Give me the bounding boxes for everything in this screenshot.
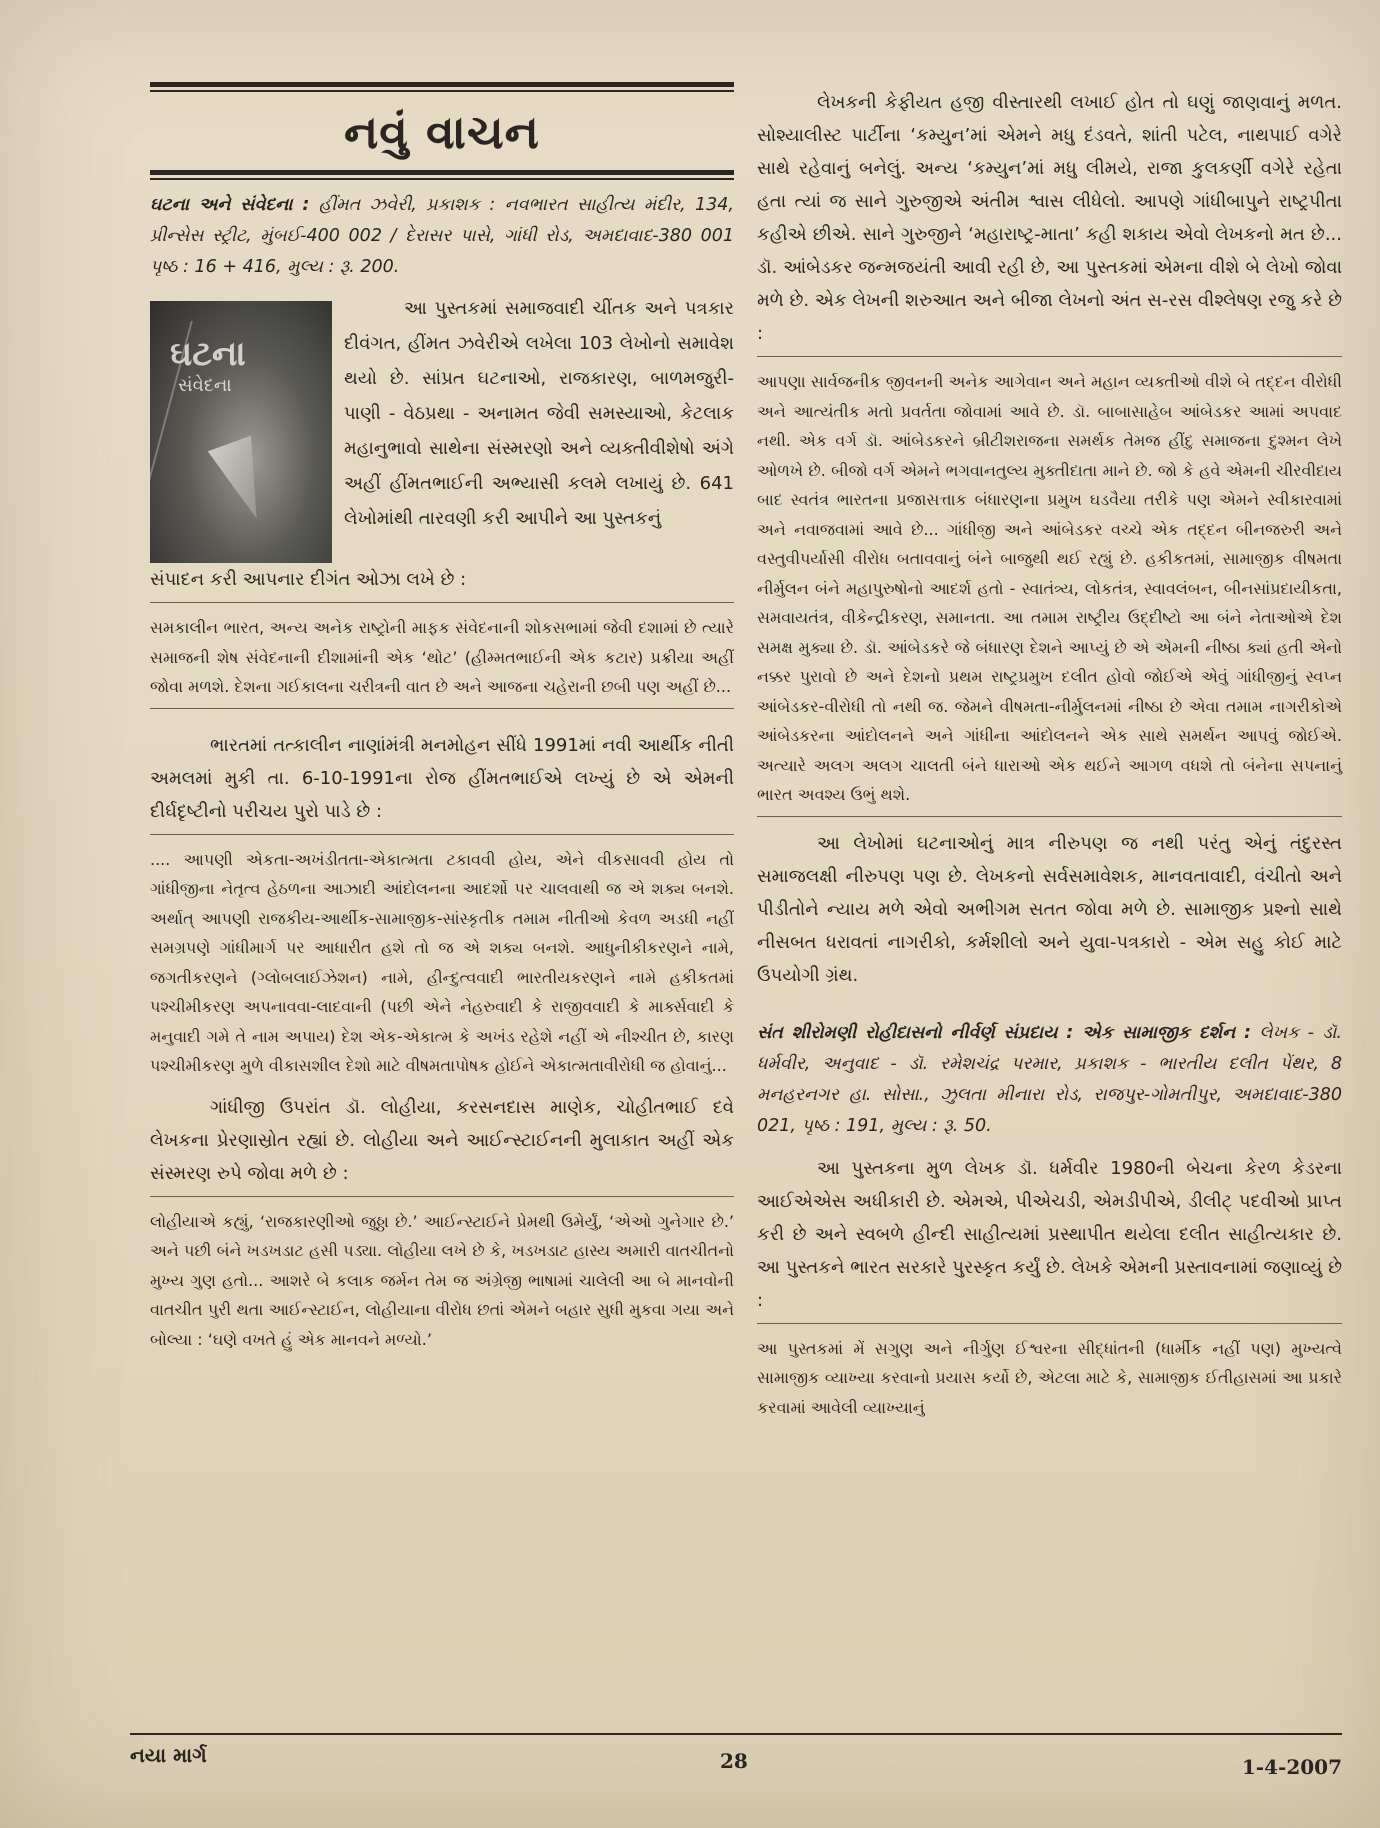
book1-right-paragraph-1: લેખકની કેફીયત હજી વીસ્તારથી લખાઈ હોત તો ઘણું જાણવાનું મળત. સોશ્યાલીસ્ટ પાર્ટીના ‘કમ્યુન’માં એમને મધુ દંડવતે, શાંતી પટેલ, નાથપાઈ વગેરે સાથે રહેવાનું બનેલું. અન્ય ‘કમ્યુન’માં મધુ લીમયે, રાજા કુલકર્ણી વગેરે રહેતા હતા ત્યાં જ સાને ગુરુજીએ અંતીમ શ્વાસ લીધેલો. આપણે ગાંધીબાપુને રાષ્ટ્રપીતા કહીએ છીએ. સાને ગુરુજીને ‘મહારાષ્ટ્ર-માતા’ કહી શકાય એવો લેખકનો મત છે... ડૉ. આંબેડકર જન્મજયંતી આવી રહી છે, આ પુસ્તકમાં એમના વીશે બે લેખો જોવા મળે છે. એક લેખની શરુઆત અને બીજા લેખનો અંત સ-રસ વીશ્લેષણ રજુ કરે છે : — [757, 92, 1342, 344]
book1-paragraph-3: ગાંધીજી ઉપરાંત ડૉ. લોહીયા, કરસનદાસ માણેક, ચોહીતભાઈ દવે લેખકના પ્રેરણાસ્રોત રહ્યાં છે. લોહીયા અને આઈન્સ્ટાઈનની મુલાકાત અહીં એક સંસ્મરણ રુપે જોવા મળે છે : — [150, 1096, 734, 1184]
divider — [150, 1196, 734, 1197]
issue-date: 1-4-2007 — [1241, 1755, 1342, 1779]
divider — [150, 708, 734, 709]
page-number: 28 — [720, 1749, 748, 1773]
right-column — [757, 86, 1342, 1422]
book2-bibliography — [757, 1018, 1342, 1142]
book1-quote-1: સમકાલીન ભારત, અન્ય અનેક રાષ્ટ્રોની માફક સંવેદનાની શોકસભામાં જેવી દશામાં છે ત્યારે સમાજની શેષ સંવેદનાની દીશામાંની એક ‘થોટ’ (હીમ્મતભાઈની એક કટાર) પ્રક્રીયા અહીં જોવા મળશે. દેશના ગઈકાલના ચરીત્રની વાત છે અને આજના ચહેરાની છબી પણ અહીં છે... — [150, 618, 734, 696]
book1-paragraph-2: ભારતમાં તત્કાલીન નાણાંમંત્રી મનમોહન સીંધે 1991માં નવી આર્થીક નીતી અમલમાં મુકી તા. 6-10-1991ના રોજ હીંમતભાઈએ લખ્યું છે એ એમની દીર્ઘદૃષ્ટીનો પરીચય પુરો પાડે છે : — [150, 734, 734, 822]
book2-quote-1: આ પુસ્તકમાં મેં સગુણ અને નીર્ગુણ ઈશ્વરના સીદ્ધાંતની (ધાર્મીક નહીં પણ) મુખ્યત્વે સામાજીક વ્યાખ્યા કરવાનો પ્રયાસ કર્યો છે, એટલા માટે કે, સામાજીક ઈતીહાસમાં આ પ્રકારે કરવામાં આવેલી વ્યાખ્યાનું — [757, 1338, 1342, 1417]
book-cover-image — [150, 301, 332, 563]
book2-details: લેખક - ડૉ. ધર્મવીર, અનુવાદ - ડૉ. રમેશચંદ્ર પરમાર, પ્રકાશક - ભારતીય દલીત પેંથર, 8 મનહરનગર હા. સોસા., ઝુલતા મીનારા રોડ, રાજપુર-ગોમતીપુર, અમદાવાદ-380 021, પૃષ્ઠ : 191, મુલ્ય : રૂ. 50. — [757, 1022, 1342, 1136]
book1-intro-continued: સંપાદન કરી આપનાર દીગંત ઓઝા લખે છે : — [150, 569, 467, 590]
book1-quote-2: .... આપણી એકતા-અખંડીતતા-એકાત્મતા ટકાવવી હોય, એને વીકસાવવી હોય તો ગાંધીજીના નેતૃત્વ હેઠળના આઝાદી આંદોલનના આદર્શો પર ચાલવાથી જ એ શક્ય બનશે. અર્થાત્ આપણી રાજકીય-આર્થીક-સામાજીક-સાંસ્કૃતીક તમામ નીતીઓ કેવળ અડધી નહીં સમગ્રપણે ગાંધીમાર્ગ પર આધારીત હશે તો જ એ શક્ય બનશે. આધુનીકીકરણને નામે, જગતીકરણને (ગ્લોબલાઈઝેશન) નામે, હીન્દુત્વવાદી ભારતીયકરણને નામે હકીકતમાં પશ્ચીમીકરણ અપનાવવા-લાદવાની (પછી એને નેહરુવાદી કે રાજીવવાદી કે માર્ક્સવાદી કે મનુવાદી ગમે તે નામ અપાય) દેશ એક-એકાત્મ કે અખંડ રહેશે નહીં એ નીશ્ચીત છે, કારણ પશ્ચીમીકરણ મુળે વીકાસશીલ દેશો માટે વીષમતાપોષક હોઈને એકાત્મતાવીરોધી જ હોવાનું... — [150, 849, 734, 1075]
book1-intro: આ પુસ્તકમાં સમાજવાદી ચીંતક અને પત્રકાર દીવંગત, હીંમત ઝવેરીએ લખેલા 103 લેખોનો સમાવેશ થયો છે. સાંપ્રત ઘટનાઓ, રાજકારણ, બાળમજુરી-પાણી - વેઠપ્રથા - અનામત જેવી સમસ્યાઓ, કેટલાક મહાનુભાવો સાથેના સંસ્મરણો અને વ્યક્તીવીશેષો અંગે અહીં હીંમતભાઈની અભ્યાસી કલમે લખાયું છે. 641 લેખોમાંથી તારવણી કરી આપીને આ પુસ્તકનું — [344, 298, 734, 529]
magazine-name: નયા માર્ગ — [130, 1743, 207, 1767]
left-column — [150, 82, 734, 1354]
header-rule-bottom-thin — [150, 178, 734, 180]
book1-intro-block — [150, 291, 734, 563]
header-rule-bottom — [150, 170, 734, 175]
cover-subtitle: સંવેદના — [178, 375, 232, 396]
section-title: નવું વાચન — [344, 105, 540, 159]
book1-title: ઘટના અને સંવેદના : — [150, 195, 310, 215]
divider — [757, 1323, 1342, 1324]
header-rule-top-thin — [150, 90, 734, 92]
book1-bibliography — [150, 190, 734, 283]
divider — [150, 834, 734, 835]
book1-quote-4: આપણા સાર્વજનીક જીવનની અનેક આગેવાન અને મહાન વ્યક્તીઓ વીશે બે તદ્દન વીરોધી અને આત્યંતીક મતો પ્રવર્તતા જોવામાં આવે છે. ડૉ. બાબાસાહેબ આંબેડકર આમાં અપવાદ નથી. એક વર્ગ ડૉ. આંબેડકરને બ્રીટીશરાજના સમર્થક તેમજ હીંદુ સમાજના દુશ્મન લેખે ઓળખે છે. બીજો વર્ગ એમને ભગવાનતુલ્ય મુક્તીદાતા માને છે. જો કે હવે એમની ચીરવીદાય બાદ સ્વતંત્ર ભારતના પ્રજાસત્તાક બંધારણના પ્રમુખ ઘડવૈયા તરીકે પણ એમને સ્વીકારવામાં અને નવાજવામાં આવે છે... ગાંધીજી અને આંબેડકર વચ્ચે એક તદ્દન બીનજરુરી અને વસ્તુવીપર્યાસી વીરોધ બતાવવાનું બંને બાજુથી થઈ રહ્યું છે. હકીકતમાં, સામાજીક વીષમતા નીર્મુલન બંને મહાપુરુષોનો આદર્શ હતો - સ્વાતંત્ર્ય, લોકતંત્ર, સ્વાવલંબન, બીનસાંપ્રદાયીકતા, સમવાયતંત્ર, વીકેન્દ્રીકરણ, સમાનતા. આ તમામ રાષ્ટ્રીય ઉદ્દીષ્ટો આ બંને નેતાઓએ દેશ સમક્ષ મુક્યા છે. ડૉ. આંબેડકરે જે બંધારણ દેશને આપ્યું છે એ એમની નીષ્ઠા ક્યાં હતી એનો નક્કર પુરાવો છે અને દેશનો પ્રથમ રાષ્ટ્રપ્રમુખ દલીત હોવો જોઈએ એવું ગાંધીજીનું સ્વપ્ન આંબેડકર-વીરોધી તો નથી જ. જેમને વીષમતા-નીર્મુલનમાં નીષ્ઠા છે એવા તમામ નાગરીકોએ આંબેડકરના આંદોલનને અને ગાંધીના આંદોલનને એક સાથે સમર્થન આપવું જોઈએ. અત્યારે અલગ અલગ ચાલતી બંને ધારાઓ એક થઈને આગળ વધશે તો બંનેના સપનાનું ભારત અવશ્ય ઉભું થશે. — [757, 372, 1342, 804]
page-footer — [130, 1733, 1342, 1785]
cover-title: ઘટના — [170, 334, 246, 374]
book2-title: સંત શીરોમણી રોહીદાસનો નીર્વર્ણ સંપ્રદાય : એક સામાજીક દર્શન : — [757, 1022, 1252, 1043]
divider — [150, 602, 734, 603]
book2-paragraph-1: આ પુસ્તકના મુળ લેખક ડૉ. ધર્મવીર 1980ની બેચના કેરળ કેડરના આઈએએસ અધીકારી છે. એમએ, પીએચડી, એમડીપીએ, ડીલીટ્ પદવીઓ પ્રાપ્ત કરી છે અને સ્વબળે હીન્દી સાહીત્યમાં પ્રસ્થાપીત થયેલા દલીત સાહીત્યકાર છે. આ પુસ્તકને ભારત સરકારે પુરસ્કૃત કર્યું છે. લેખકે એમની પ્રસ્તાવનામાં જણાવ્યું છે : — [757, 1157, 1342, 1311]
header-rule-top — [150, 82, 734, 87]
divider — [757, 356, 1342, 357]
book1-details: હીંમત ઝવેરી, પ્રકાશક : નવભારત સાહીત્ય મંદીર, 134, પ્રીન્સેસ સ્ટ્રીટ, મુંબઈ-400 002 / દેરાસર પાસે, ગાંધી રોડ, અમદાવાદ-380 001 પૃષ્ઠ : 16 + 416, મુલ્ય : રૂ. 200. — [150, 195, 734, 277]
book1-right-paragraph-2: આ લેખોમાં ઘટનાઓનું માત્ર નીરુપણ જ નથી પરંતુ એનું તંદુરસ્ત સમાજલક્ષી નીરુપણ પણ છે. લેખકનો સર્વસમાવેશક, માનવતાવાદી, વંચીતો અને પીડીતોને ન્યાય મળે એવો અભીગમ સતત જોવા મળે છે. સામાજીક પ્રશ્નો સાથે નીસબત ધરાવતાં નાગરીકો, કર્મશીલો અને યુવા-પત્રકારો - એમ સહુ કોઈ માટે ઉપયોગી ગ્રંથ. — [757, 832, 1342, 986]
divider — [757, 816, 1342, 817]
book1-quote-3: લોહીયાએ કહ્યું, ‘રાજકારણીઓ જુઠ્ઠા છે.’ આઈન્સ્ટાઈને પ્રેમથી ઉમેર્યું, ‘એઓ ગુનેગાર છે.’ અને પછી બંને ખડખડાટ હસી પડ્યા. લોહીયા લખે છે કે, ખડખડાટ હાસ્ય અમારી વાતચીતનો મુખ્ય ગુણ હતો... આશરે બે કલાક જર્મન તેમ જ અંગ્રેજી ભાષામાં ચાલેલી આ બે માનવોની વાતચીત પુરી થતા આઈન્સ્ટાઈન, લોહીયાના વીરોધ છતાં એમને બહાર સુધી મુકવા ગયા અને બોલ્યા : ‘ઘણે વખતે હું એક માનવને મળ્યો.’ — [150, 1211, 734, 1349]
